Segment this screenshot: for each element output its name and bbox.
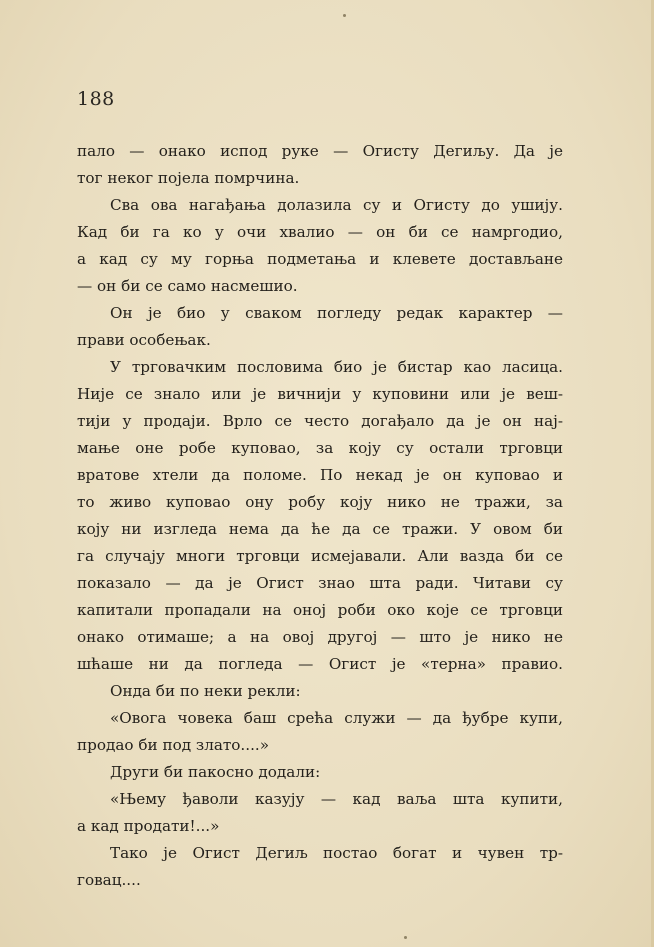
text-line: Није се знало или је вичнији у куповини или је веш- — [77, 385, 563, 403]
text-line: а кад су му горња подметања и клевете достављане — [77, 250, 563, 268]
text-line: мање оне робе куповао, за коју су остали трговци — [77, 439, 563, 457]
text-line: Тако је Огист Дегиљ постао богат и чувен тр- — [110, 844, 563, 862]
text-line: онако отимаше; а на овој другој — што је нико не — [77, 628, 563, 646]
body-text — [77, 138, 563, 894]
text-line: Кад би га ко у очи хвалио — он би се намргодио, — [77, 223, 563, 241]
text-line: тог неког појела помрчина. — [77, 169, 300, 187]
text-line: пало — онако испод руке — Огисту Дегиљу. Да је — [77, 142, 563, 160]
paper-speck — [343, 14, 346, 17]
page-number: 188 — [77, 88, 115, 110]
text-line: Он је био у сваком погледу редак карактер — — [110, 304, 563, 322]
text-line: га случају многи трговци исмејавали. Али вазда би се — [77, 547, 563, 565]
text-line: У трговачким пословима био је бистар као ласица. — [110, 358, 563, 376]
text-line: продао би под злато....» — [77, 736, 270, 754]
paper-speck — [404, 936, 407, 939]
text-line: коју ни изгледа нема да ће да се тражи. У овом би — [77, 520, 563, 538]
text-line: прави особењак. — [77, 331, 211, 349]
text-line: то живо куповао ону робу коју нико не тражи, за — [77, 493, 563, 511]
text-line: «Њему ђаволи казују — кад ваља шта купити, — [110, 790, 563, 808]
text-line: показало — да је Огист знао шта ради. Читави су — [77, 574, 563, 592]
text-line: шћаше ни да погледа — Огист је «терна» правио. — [77, 655, 563, 673]
text-line: вратове хтели да поломе. По некад је он куповао и — [77, 466, 563, 484]
text-line: Сва ова нагађања долазила су и Огисту до ушију. — [110, 196, 563, 214]
text-line: — он би се само насмешио. — [77, 277, 298, 295]
text-line: капитали пропадали на оној роби око које се трговци — [77, 601, 563, 619]
text-line: «Овога човека баш срећа служи — да ђубре купи, — [110, 709, 563, 727]
text-line: говац.... — [77, 871, 141, 889]
text-line: Други би пакосно додали: — [110, 763, 321, 781]
text-line: Онда би по неки рекли: — [110, 682, 301, 700]
text-line: тији у продаји. Врло се често догађало да је он нај- — [77, 412, 563, 430]
text-line: а кад продати!...» — [77, 817, 220, 835]
